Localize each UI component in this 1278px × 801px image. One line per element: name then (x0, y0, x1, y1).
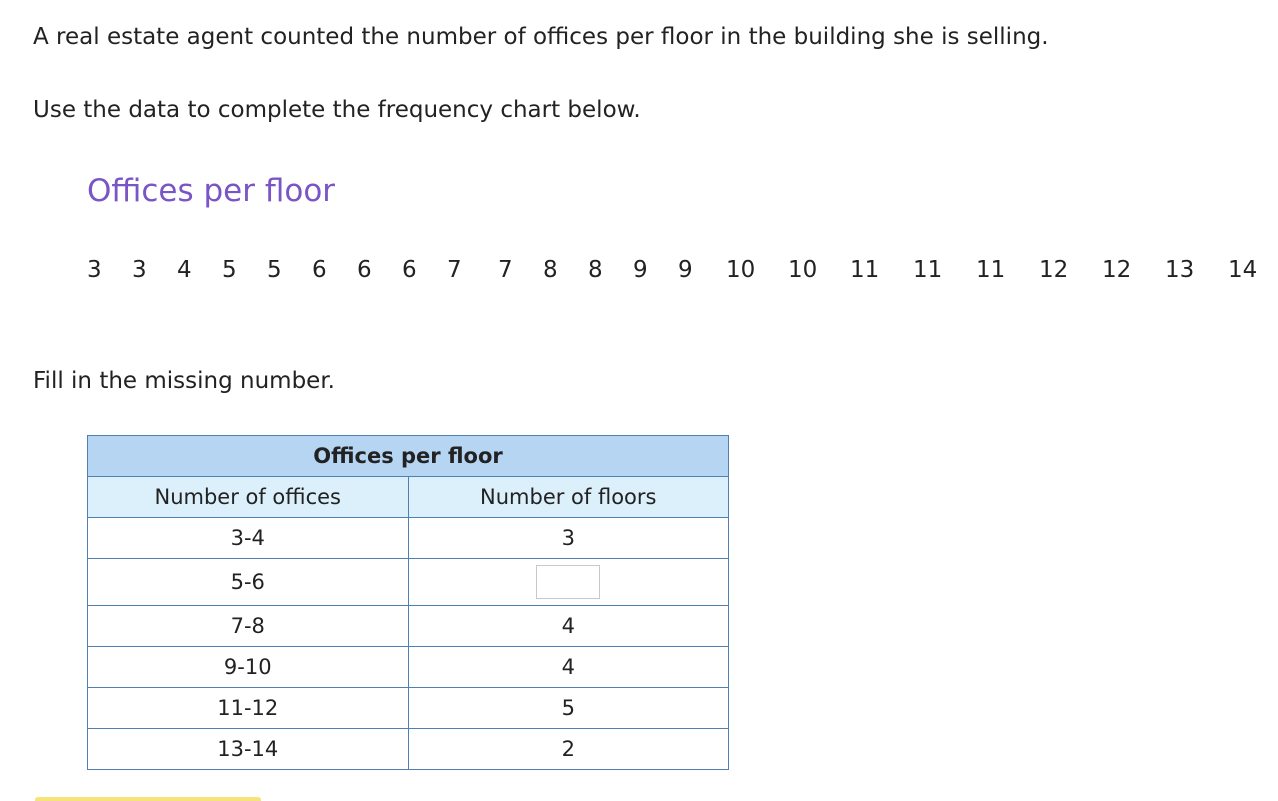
data-value: 8 (588, 257, 603, 283)
data-value: 6 (312, 257, 327, 283)
submit-button[interactable] (35, 797, 261, 801)
floor-count-cell: 3 (408, 518, 729, 559)
floor-count-cell: 5 (408, 688, 729, 729)
office-range-cell: 13-14 (88, 729, 409, 770)
data-value: 10 (726, 257, 756, 283)
data-value: 3 (132, 257, 147, 283)
floor-count-cell: 4 (408, 606, 729, 647)
table-row (88, 729, 729, 770)
missing-number-input[interactable] (536, 565, 600, 599)
table-row (88, 647, 729, 688)
data-value: 5 (222, 257, 237, 283)
column-header-floors: Number of floors (408, 477, 729, 518)
data-value: 13 (1165, 257, 1195, 283)
data-value: 9 (633, 257, 648, 283)
question-intro: A real estate agent counted the number of offices per floor in the building she is selling. (33, 24, 1049, 50)
data-value: 3 (87, 257, 102, 283)
data-title: Offices per floor (87, 173, 336, 209)
table-row (88, 606, 729, 647)
data-value: 12 (1039, 257, 1069, 283)
office-range-cell: 3-4 (88, 518, 409, 559)
data-value: 11 (913, 257, 943, 283)
data-value: 7 (498, 257, 513, 283)
data-value: 5 (267, 257, 282, 283)
table-row (88, 559, 729, 606)
column-header-offices: Number of offices (88, 477, 409, 518)
office-range-cell: 9-10 (88, 647, 409, 688)
question-instruction: Use the data to complete the frequency chart below. (33, 97, 641, 123)
data-value: 7 (447, 257, 462, 283)
data-value: 10 (788, 257, 818, 283)
data-value: 8 (543, 257, 558, 283)
data-value: 6 (402, 257, 417, 283)
office-range-cell: 11-12 (88, 688, 409, 729)
table-row (88, 518, 729, 559)
office-range-cell: 7-8 (88, 606, 409, 647)
data-value: 12 (1102, 257, 1132, 283)
data-value: 11 (976, 257, 1006, 283)
table-title: Offices per floor (88, 436, 729, 477)
data-value: 4 (177, 257, 192, 283)
fill-in-prompt: Fill in the missing number. (33, 368, 335, 394)
floor-count-cell: 4 (408, 647, 729, 688)
office-range-cell: 5-6 (88, 559, 409, 606)
floor-count-cell (408, 559, 729, 606)
floor-count-cell: 2 (408, 729, 729, 770)
frequency-table (87, 435, 729, 770)
data-value: 6 (357, 257, 372, 283)
data-values-list (87, 253, 1272, 287)
data-value: 9 (678, 257, 693, 283)
data-value: 11 (850, 257, 880, 283)
table-row (88, 688, 729, 729)
data-value: 14 (1228, 257, 1258, 283)
